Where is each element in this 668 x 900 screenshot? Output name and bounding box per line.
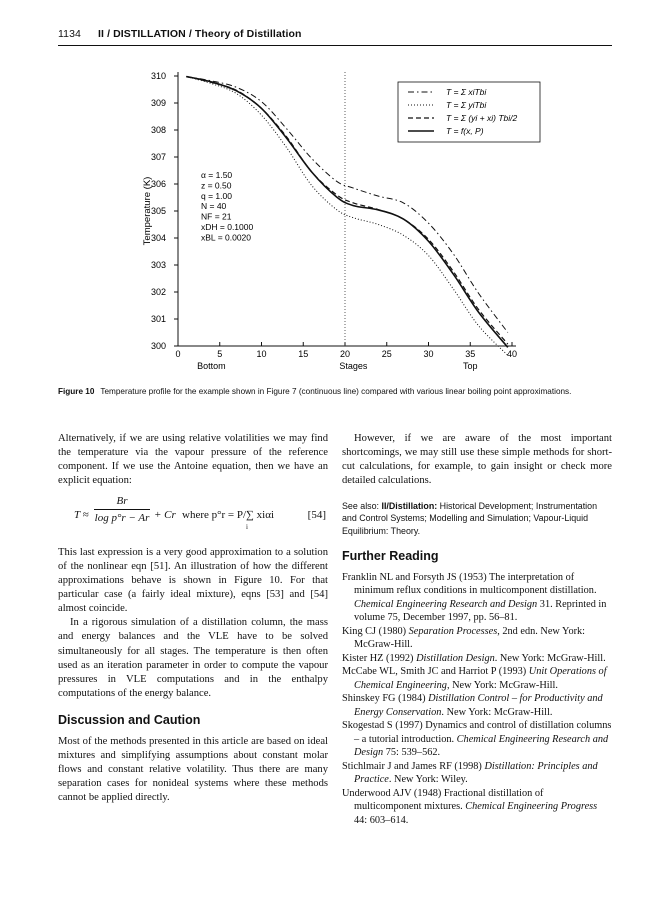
reference-item bbox=[342, 571, 612, 625]
reference-item bbox=[342, 787, 612, 828]
eq-where-clause: where p°r = P/∑ xiαi bbox=[182, 509, 275, 522]
top-label: Top bbox=[462, 361, 478, 371]
reference-tail: . New York: McGraw-Hill. bbox=[441, 706, 553, 718]
reference-tail: , New York: McGraw-Hill. bbox=[446, 679, 558, 691]
eq-plus-term: + Cr bbox=[154, 509, 176, 522]
see-also-label: See also: bbox=[342, 501, 380, 512]
eq-sum-index: i bbox=[246, 523, 248, 532]
reference-item bbox=[342, 625, 612, 652]
reference-text: Shinskey FG (1984) bbox=[342, 693, 429, 705]
y-tick-label: 309 bbox=[150, 98, 166, 108]
temperature-profile-chart bbox=[0, 0, 668, 386]
x-tick-label: 20 bbox=[339, 349, 351, 359]
reference-list bbox=[342, 571, 612, 828]
caption-label: Figure 10 bbox=[58, 387, 95, 396]
eq-fraction bbox=[94, 494, 150, 525]
reference-title: Unit Operations of Chemical Engineering bbox=[354, 666, 607, 691]
paragraph: Most of the methods presented in this article are based on ideal mixtures and simplifying assumptions about constant molar flows and constant relative volatility. Thus there are many separation cases for nonideal systems where these methods cannot be applied directly. bbox=[58, 735, 328, 803]
chart-legend bbox=[398, 82, 540, 142]
reference-item bbox=[342, 652, 612, 666]
running-title: II / DISTILLATION / Theory of Distillation bbox=[98, 28, 302, 40]
reference-text: Stichlmair J and James RF (1998) bbox=[342, 760, 485, 772]
x-tick-label: 0 bbox=[175, 349, 181, 359]
y-tick-label: 303 bbox=[150, 260, 166, 270]
right-column bbox=[342, 432, 612, 827]
reference-text: McCabe WL, Smith JC and Harriot P (1993) bbox=[342, 666, 529, 678]
y-tick-label: 302 bbox=[150, 287, 166, 297]
reference-title: Chemical Engineering Research and Design bbox=[354, 598, 538, 610]
legend-entry: T = Σ xiTbi bbox=[446, 87, 487, 97]
reference-text: Skogestad S (1997) Dynamics and control of distillation columns – a tutorial introduction. bbox=[342, 720, 612, 745]
page-number: 1134 bbox=[58, 28, 81, 40]
legend-entry: T = Σ (yi + xi) Tbi/2 bbox=[446, 113, 518, 123]
y-axis-label: Temperature (K) bbox=[142, 176, 153, 246]
y-tick-label: 305 bbox=[150, 206, 166, 216]
reference-title: Distillation Design bbox=[416, 652, 495, 664]
paragraph: This last expression is a very good approximation to a solution of the nonlinear eqn [51]. An illustration of how the different approximations behave is shown in Figure 10. For that particular case (a fairly ideal mixture), eqns [53] and [54] almost coincide. bbox=[58, 547, 328, 615]
parameter-label: xDH = 0.1000 bbox=[201, 222, 254, 232]
see-also-link[interactable]: II/Distillation: bbox=[381, 501, 438, 512]
eq-numerator: Br bbox=[94, 494, 150, 510]
reference-item bbox=[342, 665, 612, 692]
reference-tail: 75: 539–562. bbox=[383, 747, 441, 759]
see-also bbox=[342, 500, 612, 537]
y-tick-label: 308 bbox=[150, 125, 166, 135]
section-heading: Discussion and Caution bbox=[58, 712, 201, 727]
reference-tail: 31. Reprinted in volume 75, December 1997, pp. 56–81. bbox=[354, 598, 607, 624]
chart-x-labels bbox=[197, 361, 477, 371]
x-tick-label: 5 bbox=[217, 349, 223, 359]
reference-title: Distillation: Principles and Practice bbox=[354, 760, 598, 786]
reference-text: King CJ (1980) bbox=[342, 625, 409, 637]
caption-text: Temperature profile for the example shown in Figure 7 (continuous line) compared with various linear boiling point approximations. bbox=[100, 387, 572, 396]
eq-denominator: log p°r − Ar bbox=[94, 512, 150, 525]
y-tick-label: 306 bbox=[150, 179, 166, 189]
reference-text: Kister HZ (1992) bbox=[342, 652, 417, 664]
see-also-text: Historical Development; Instrumentation and Control Systems; Modelling and Simulation; Vapour-Liquid Equilibrium: Theory. bbox=[342, 501, 598, 536]
y-tick-label: 304 bbox=[150, 233, 166, 243]
x-tick-label: 10 bbox=[256, 349, 267, 359]
reference-item bbox=[342, 719, 612, 760]
eq-lhs: T ≈ bbox=[74, 509, 89, 522]
paragraph: However, if we are aware of the most important shortcomings, we may still use these simple methods for short-cut calculations, for example, to gain insight or check more detailed calculations. bbox=[342, 433, 612, 487]
left-column bbox=[58, 432, 328, 805]
reference-title: Separation Processes bbox=[408, 625, 498, 637]
y-tick-label: 300 bbox=[150, 341, 166, 351]
stages-label: Stages bbox=[339, 361, 368, 371]
paragraph: Alternatively, if we are using relative volatilities we may find the temperature via the vapour pressure of the reference component. If we use the Antoine equation, then we have an explicit equation: bbox=[58, 433, 328, 487]
equation-54 bbox=[58, 490, 328, 546]
parameter-label: xBL = 0.0020 bbox=[201, 232, 252, 243]
parameter-label: α = 1.50 bbox=[201, 170, 233, 180]
x-tick-label: 25 bbox=[381, 349, 392, 359]
reference-tail: 44: 603–614. bbox=[354, 814, 409, 826]
y-tick-label: 310 bbox=[150, 71, 166, 81]
eq-number: [54] bbox=[307, 509, 326, 522]
x-tick-label: 15 bbox=[298, 349, 309, 359]
bottom-label: Bottom bbox=[197, 361, 226, 371]
figure-caption bbox=[58, 386, 614, 397]
reference-text: Underwood AJV (1948) Fractional distillation of multicomponent mixtures. bbox=[342, 787, 544, 813]
reference-title: Chemical Engineering Progress bbox=[465, 801, 598, 813]
x-tick-label: 30 bbox=[423, 349, 434, 359]
legend-entry: T = Σ yiTbi bbox=[446, 100, 487, 110]
x-tick-label: 35 bbox=[465, 349, 476, 359]
paragraph: In a rigorous simulation of a distillation column, the mass and energy balances and the VLE have to be solved simultaneously for all stages. The temperature is then often used as an iteration parameter in order to compute the vapour pressures in VLE computations and in the enthalpy computations of the energy balance. bbox=[58, 617, 328, 699]
section-heading: Further Reading bbox=[342, 548, 439, 563]
parameter-label: NF = 21 bbox=[201, 211, 232, 222]
y-tick-label: 301 bbox=[150, 314, 166, 324]
parameter-label: N = 40 bbox=[201, 201, 227, 212]
reference-title: Chemical Engineering Research and Design bbox=[354, 733, 609, 759]
reference-item bbox=[342, 760, 612, 787]
chart-parameters bbox=[201, 170, 253, 242]
legend-entry: T = f(x, P) bbox=[446, 126, 484, 136]
y-tick-label: 307 bbox=[150, 152, 166, 162]
reference-item bbox=[342, 692, 612, 719]
parameter-label: z = 0.50 bbox=[201, 180, 232, 191]
reference-title: Distillation Control – for Productivity and Energy Conservation bbox=[354, 693, 603, 718]
reference-text: Franklin NL and Forsyth JS (1953) The interpretation of minimum reflux conditions in multicomponent distillation. bbox=[342, 571, 597, 597]
reference-tail: , 2nd edn. New York: McGraw-Hill. bbox=[354, 625, 586, 651]
reference-tail: . New York: McGraw-Hill. bbox=[494, 652, 606, 664]
parameter-label: q = 1.00 bbox=[201, 190, 232, 201]
x-tick-label: 40 bbox=[506, 349, 518, 359]
reference-tail: . New York: Wiley. bbox=[388, 774, 468, 786]
